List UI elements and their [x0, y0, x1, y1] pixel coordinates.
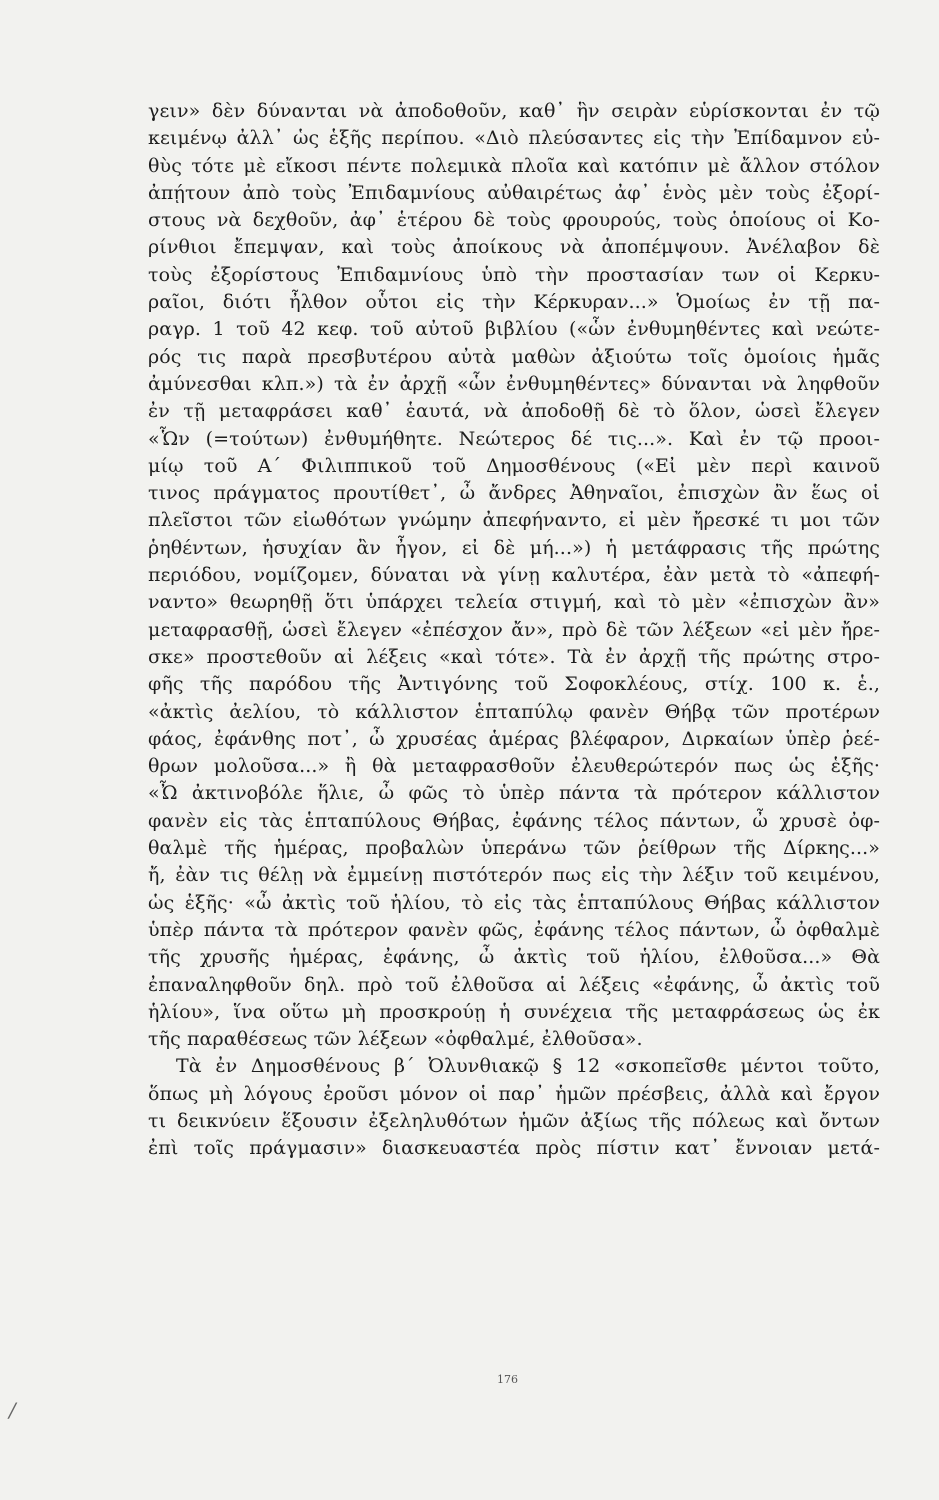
text-line: «ἀκτὶς ἀελίου, τὸ κάλλιστον ἑπταπύλῳ φανὲν Θήβᾳ τῶν προτέρων — [148, 700, 880, 723]
text-line: «Ὦ ἀκτινοβόλε ἥλιε, ὦ φῶς τὸ ὑπὲρ πάντα τὰ πρότερον κάλλιστον — [148, 782, 880, 805]
text-line: τι δεικνύειν ἕξουσιν ἐξεληλυθότων ἡμῶν ἀξίως τῆς πόλεως καὶ ὄντων — [148, 1109, 880, 1132]
text-line: «Ὧν (=τούτων) ἐνθυμήθητε. Νεώτερος δέ τις...». Καὶ ἐν τῷ προοι- — [148, 427, 880, 450]
text-line: ἡλίου», ἵνα οὕτω μὴ προσκρούῃ ἡ συνέχεια τῆς μεταφράσεως ὡς ἐκ — [148, 1000, 880, 1023]
text-line: τινος πράγματος προυτίθετ᾽, ὦ ἄνδρες Ἀθηναῖοι, ἐπισχὼν ἂν ἕως οἱ — [148, 482, 880, 505]
text-line: θρων μολοῦσα...» ἢ θὰ μεταφρασθοῦν ἐλευθερώτερόν πως ὡς ἑξῆς· — [148, 755, 880, 778]
text-line: σκε» προστεθοῦν αἱ λέξεις «καὶ τότε». Τὰ ἐν ἀρχῇ τῆς πρώτης στρο- — [148, 645, 880, 668]
page-number: 176 — [497, 1373, 518, 1386]
page-text — [148, 98, 880, 1163]
text-line: πλεῖστοι τῶν εἰωθότων γνώμην ἀπεφήναντο, εἰ μὲν ἤρεσκέ τι μοι τῶν — [148, 509, 880, 532]
text-line: ρός τις παρὰ πρεσβυτέρου αὐτὰ μαθὼν ἀξιούτω τοῖς ὁμοίοις ἡμᾶς — [148, 345, 880, 368]
text-line: ὅπως μὴ λόγους ἐροῦσι μόνον οἱ παρ᾽ ἡμῶν πρέσβεις, ἀλλὰ καὶ ἔργον — [148, 1082, 880, 1105]
text-line: Τὰ ἐν Δημοσθένους β΄ Ὀλυνθιακῷ § 12 «σκοπεῖσθε μέντοι τοῦτο, — [176, 1055, 880, 1078]
text-line: γειν» δὲν δύνανται νὰ ἀποδοθοῦν, καθ᾽ ἣν σειρὰν εὑρίσκονται ἐν τῷ — [148, 100, 880, 122]
text-line: κειμένῳ ἀλλ᾽ ὡς ἑξῆς περίπου. «Διὸ πλεύσαντες εἰς τὴν Ἐπίδαμνον εὐ- — [148, 127, 880, 150]
text-line: φῆς τῆς παρόδου τῆς Ἀντιγόνης τοῦ Σοφοκλέους, στίχ. 100 κ. ἑ., — [148, 673, 880, 696]
text-line: στους νὰ δεχθοῦν, ἀφ᾽ ἑτέρου δὲ τοὺς φρουρούς, τοὺς ὁποίους οἱ Κο- — [148, 209, 880, 232]
text-line: τοὺς ἐξορίστους Ἐπιδαμνίους ὑπὸ τὴν προστασίαν των οἱ Κερκυ- — [148, 263, 880, 286]
text-line: φανὲν εἰς τὰς ἑπταπύλους Θήβας, ἐφάνης τέλος πάντων, ὦ χρυσὲ ὀφ- — [148, 809, 880, 832]
text-line: ὡς ἑξῆς· «ὦ ἀκτὶς τοῦ ἡλίου, τὸ εἰς τὰς ἑπταπύλους Θήβας κάλλιστον — [148, 891, 880, 914]
text-line: ἀμύνεσθαι κλπ.») τὰ ἐν ἀρχῇ «ὧν ἐνθυμηθέντες» δύνανται νὰ ληφθοῦν — [148, 372, 880, 395]
text-line: περιόδου, νομίζομεν, δύναται νὰ γίνῃ καλυτέρα, ἐὰν μετὰ τὸ «ἀπεφή- — [148, 564, 880, 587]
margin-mark: / — [9, 1398, 16, 1422]
text-line: ἐπὶ τοῖς πράγμασιν» διασκευαστέα πρὸς πίστιν κατ᾽ ἔννοιαν μετά- — [148, 1137, 880, 1160]
text-line: τῆς χρυσῆς ἡμέρας, ἐφάνης, ὦ ἀκτὶς τοῦ ἡλίου, ἐλθοῦσα...» Θὰ — [148, 946, 880, 969]
text-line: θαλμὲ τῆς ἡμέρας, προβαλὼν ὑπεράνω τῶν ῥείθρων τῆς Δίρκης...» — [148, 837, 880, 860]
text-line: ῥηθέντων, ἡσυχίαν ἂν ἦγον, εἰ δὲ μή...») ἡ μετάφρασις τῆς πρώτης — [148, 536, 880, 559]
text-line: ὑπὲρ πάντα τὰ πρότερον φανὲν φῶς, ἐφάνης τέλος πάντων, ὦ ὀφθαλμὲ — [148, 918, 880, 941]
text-line: θὺς τότε μὲ εἴκοσι πέντε πολεμικὰ πλοῖα καὶ κατόπιν μὲ ἄλλον στόλον — [148, 154, 880, 177]
text-line: ναντο» θεωρηθῇ ὅτι ὑπάρχει τελεία στιγμή, καὶ τὸ μὲν «ἐπισχὼν ἂν» — [148, 591, 880, 614]
text-line: ἤ, ἐὰν τις θέλῃ νὰ ἐμμείνῃ πιστότερόν πως εἰς τὴν λέξιν τοῦ κειμένου, — [148, 864, 880, 887]
text-line: ἐν τῇ μεταφράσει καθ᾽ ἑαυτά, νὰ ἀποδοθῇ δὲ τὸ ὅλον, ὡσεὶ ἔλεγεν — [148, 400, 880, 423]
text-line: τῆς παραθέσεως τῶν λέξεων «ὀφθαλμέ, ἐλθοῦσα». — [148, 1028, 643, 1051]
text-line: φάος, ἐφάνθης ποτ᾽, ὦ χρυσέας ἁμέρας βλέφαρον, Διρκαίων ὑπὲρ ῥεέ- — [148, 727, 880, 750]
text-line: μίῳ τοῦ Α΄ Φιλιππικοῦ τοῦ Δημοσθένους («Εἰ μὲν περὶ καινοῦ — [148, 454, 880, 477]
text-line: μεταφρασθῇ, ὡσεὶ ἔλεγεν «ἐπέσχον ἄν», πρὸ δὲ τῶν λέξεων «εἰ μὲν ἤρε- — [148, 618, 880, 641]
text-line: ἐπαναληφθοῦν δηλ. πρὸ τοῦ ἐλθοῦσα αἱ λέξεις «ἐφάνης, ὦ ἀκτὶς τοῦ — [148, 973, 880, 996]
text-line: ραῖοι, διότι ἦλθον οὗτοι εἰς τὴν Κέρκυραν...» Ὁμοίως ἐν τῇ πα- — [148, 291, 880, 314]
text-line: ρίνθιοι ἔπεμψαν, καὶ τοὺς ἀποίκους νὰ ἀποπέμψουν. Ἀνέλαβον δὲ — [148, 236, 880, 259]
text-line: ραγρ. 1 τοῦ 42 κεφ. τοῦ αὐτοῦ βιβλίου («ὧν ἐνθυμηθέντες καὶ νεώτε- — [148, 318, 880, 341]
text-line: ἀπῄτουν ἀπὸ τοὺς Ἐπιδαμνίους αὐθαιρέτως ἀφ᾽ ἑνὸς μὲν τοὺς ἐξορί- — [148, 181, 880, 204]
